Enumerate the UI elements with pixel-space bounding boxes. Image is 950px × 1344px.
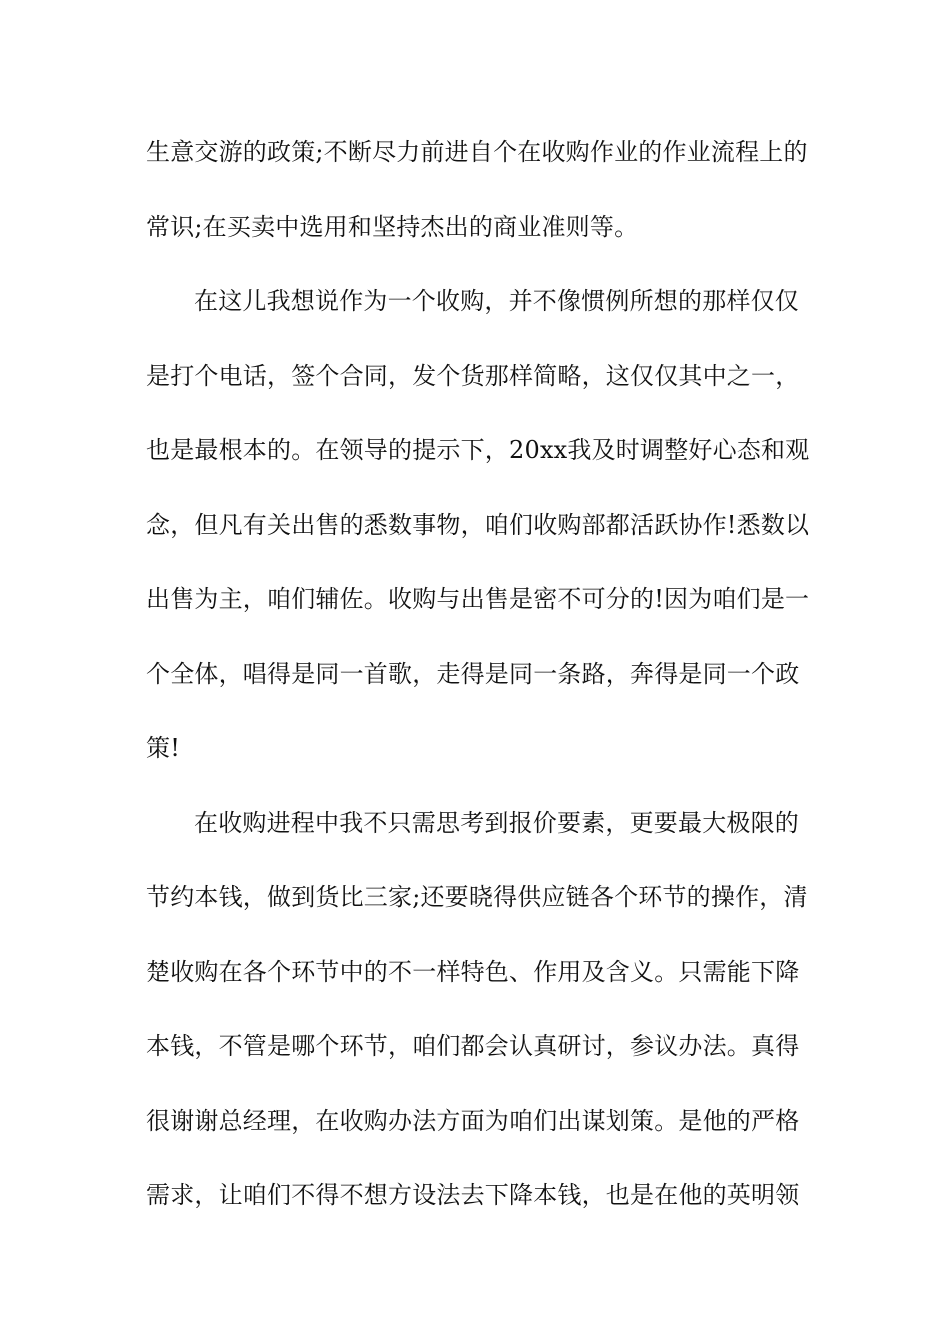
text-line: 也是最根本的。在领导的提示下，20xx我及时调整好心态和观 bbox=[146, 436, 810, 464]
text-line: 很谢谢总经理，在收购办法方面为咱们出谋划策。是他的严格 bbox=[146, 1106, 800, 1135]
text-line: 楚收购在各个环节中的不一样特色、作用及含义。只需能下降 bbox=[146, 957, 800, 986]
paragraph-start-line: 在这儿我想说作为一个收购，并不像惯例所想的那样仅仅 bbox=[194, 287, 799, 315]
body-text bbox=[146, 128, 810, 1246]
text-line: 个全体，唱得是同一首歌，走得是同一条路，奔得是同一个政 bbox=[146, 659, 800, 688]
text-line: 需求，让咱们不得不想方设法去下降本钱，也是在他的英明领 bbox=[146, 1181, 800, 1209]
paragraph-start-line: 在收购进程中我不只需思考到报价要素，更要最大极限的 bbox=[194, 808, 799, 837]
text-line: 出售为主，咱们辅佐。收购与出售是密不可分的!因为咱们是一 bbox=[146, 585, 810, 613]
text-line: 节约本钱，做到货比三家;还要晓得供应链各个环节的操作，清 bbox=[146, 883, 808, 911]
text-line: 常识;在买卖中选用和坚持杰出的商业准则等。 bbox=[146, 212, 639, 241]
text-line: 是打个电话，签个合同，发个货那样简略，这仅仅其中之一， bbox=[146, 361, 800, 390]
text-line: 念，但凡有关出售的悉数事物，咱们收购部都活跃协作!悉数以 bbox=[146, 510, 810, 539]
text-line: 本钱，不管是哪个环节，咱们都会认真研讨，参议办法。真得 bbox=[146, 1032, 800, 1060]
text-line: 生意交游的政策;不断尽力前进自个在收购作业的作业流程上的 bbox=[146, 138, 808, 166]
text-line: 策! bbox=[146, 734, 181, 762]
